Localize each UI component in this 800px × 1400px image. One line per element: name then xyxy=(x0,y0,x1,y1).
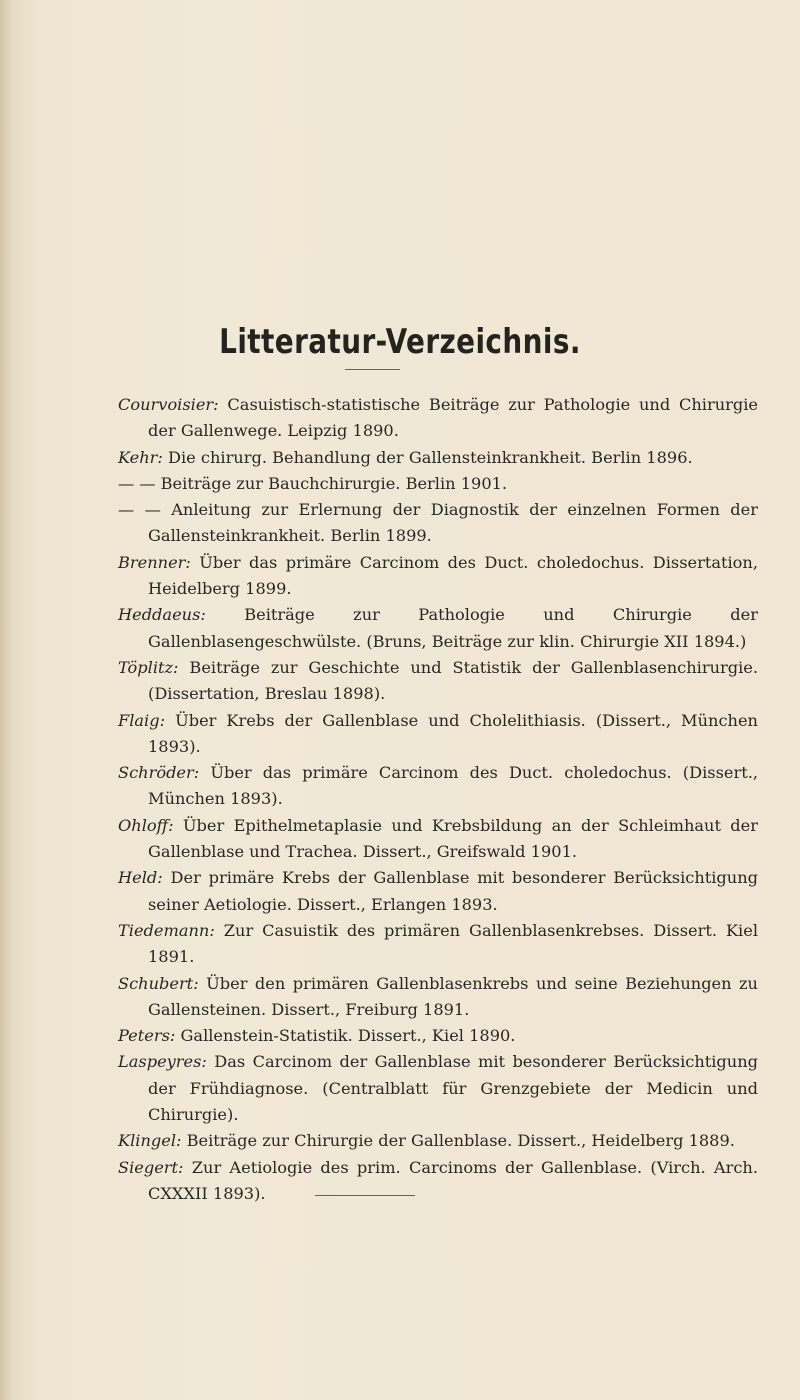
reference-author: Heddaeus: xyxy=(118,605,206,625)
reference-entry xyxy=(118,471,758,497)
reference-entry xyxy=(118,918,758,971)
reference-text: Über das primäre Carcinom des Duct. choledochus. (Dissert., München 1893). xyxy=(148,763,758,809)
reference-text: Zur Casuistik des primären Gallenblasenkrebses. Dissert. Kiel 1891. xyxy=(148,920,758,967)
reference-text: Beiträge zur Chirurgie der Gallenblase. Dissert., Heidelberg 1889. xyxy=(186,1131,735,1151)
reference-text: Der primäre Krebs der Gallenblase mit besonderer Berücksichtigung seiner Aetiologie. Dissert., Erlangen 1893. xyxy=(148,868,758,914)
reference-list xyxy=(118,392,758,1207)
divider-top xyxy=(345,369,400,370)
reference-entry xyxy=(118,1023,758,1049)
reference-author: Kehr: xyxy=(118,447,163,467)
reference-author: Schubert: xyxy=(118,973,199,993)
reference-entry xyxy=(118,550,758,603)
reference-text: Über das primäre Carcinom des Duct. choledochus. Dissertation, Heidelberg 1899. xyxy=(148,552,758,599)
reference-entry xyxy=(118,1049,758,1128)
reference-author: Schröder: xyxy=(118,763,200,783)
reference-text: Über den primären Gallenblasenkrebs und seine Beziehungen zu Gallensteinen. Dissert., Freiburg 1891. xyxy=(148,973,758,1019)
reference-author: Courvoisier: xyxy=(118,395,219,414)
reference-entry xyxy=(118,497,758,550)
reference-author: Flaig: xyxy=(118,710,166,730)
reference-entry xyxy=(118,445,758,471)
reference-text: Gallenstein-Statistik. Dissert., Kiel 1890. xyxy=(180,1026,516,1046)
reference-text: Über Krebs der Gallenblase und Cholelithiasis. (Dissert., München 1893). xyxy=(148,710,758,756)
reference-entry xyxy=(118,760,758,813)
reference-author: Siegert: xyxy=(118,1157,184,1177)
reference-text: Über Epithelmetaplasie und Krebsbildung an der Schleimhaut der Gallenblase und Trachea. Dissert., Greifswald 1901. xyxy=(148,815,758,862)
reference-author: Klingel: xyxy=(118,1131,182,1151)
reference-author: Ohloff: xyxy=(118,815,174,835)
reference-entry xyxy=(118,971,758,1024)
reference-text: — — Beiträge zur Bauchchirurgie. Berlin 1901. xyxy=(118,473,508,493)
reference-author: Peters: xyxy=(118,1026,176,1046)
reference-author: Töplitz: xyxy=(118,657,179,677)
reference-author: Held: xyxy=(118,868,163,888)
page-edge-shadow xyxy=(0,0,14,1400)
reference-text: Zur Aetiologie des prim. Carcinoms der Gallenblase. (Virch. Arch. CXXXII 1893). xyxy=(148,1157,758,1203)
reference-text: — — Anleitung zur Erlernung der Diagnostik der einzelnen Formen der Gallensteinkrankheit. Berlin 1899. xyxy=(118,500,758,546)
reference-author: Laspeyres: xyxy=(118,1052,207,1072)
reference-text: Das Carcinom der Gallenblase mit besonderer Berücksichtigung der Frühdiagnose. (Centralblatt für Grenzgebiete der Medicin und Chirurgie). xyxy=(148,1052,758,1125)
reference-entry xyxy=(118,655,758,708)
reference-text: Beiträge zur Geschichte und Statistik der Gallenblasenchirurgie. (Dissertation, Breslau 1898). xyxy=(148,657,759,704)
reference-entry xyxy=(118,865,758,918)
divider-bottom xyxy=(315,1195,415,1196)
reference-author: Tiedemann: xyxy=(118,920,215,940)
reference-entry xyxy=(118,392,758,445)
reference-entry xyxy=(118,1128,758,1154)
reference-text: Die chirurg. Behandlung der Gallensteinkrankheit. Berlin 1896. xyxy=(168,447,693,467)
reference-text: Casuistisch-statistische Beiträge zur Pathologie und Chirurgie der Gallenwege. Leipzig 1890. xyxy=(148,395,758,441)
reference-text: Beiträge zur Pathologie und Chirurgie der Gallenblasengeschwülste. (Bruns, Beiträge zur klin. Chirurgie XII 1894.) xyxy=(148,605,758,651)
page-title: Litteratur-Verzeichnis. xyxy=(219,322,581,362)
reference-entry xyxy=(118,813,758,866)
reference-entry xyxy=(118,1155,758,1208)
reference-author: Brenner: xyxy=(118,552,191,572)
reference-entry xyxy=(118,602,758,655)
reference-entry xyxy=(118,708,758,761)
